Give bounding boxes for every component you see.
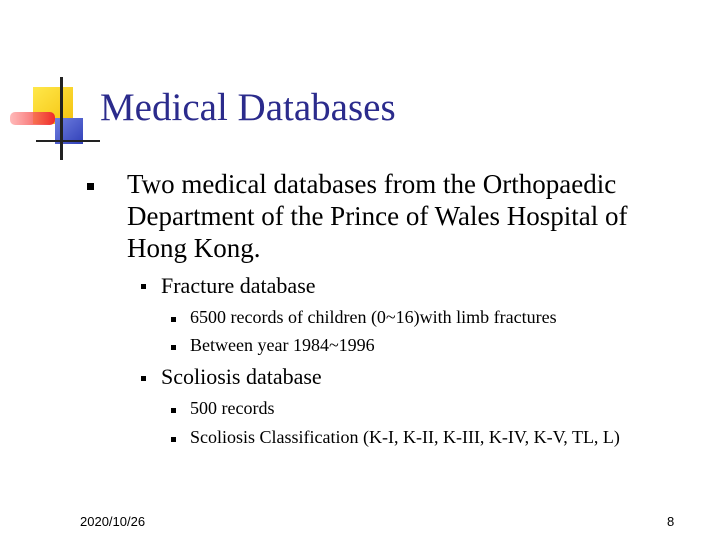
bullet-marker	[171, 345, 176, 350]
main-bullet-line: Two medical databases from the Orthopaedic	[127, 169, 617, 199]
bullet-marker	[171, 317, 176, 322]
fracture-item: 6500 records of children (0~16)with limb fractures	[190, 307, 557, 327]
fracture-item: Between year 1984~1996	[190, 335, 375, 355]
bullet-marker	[141, 284, 146, 289]
bullet-marker	[87, 183, 94, 190]
vertical-rule	[60, 77, 63, 160]
bullet-marker	[171, 437, 176, 442]
red-bar	[10, 112, 55, 125]
slide-title: Medical Databases	[100, 86, 396, 129]
main-bullet-line: Hong Kong.	[127, 233, 261, 263]
scoliosis-item: Scoliosis Classification (K-I, K-II, K-III, K-IV, K-V, TL, L)	[190, 427, 620, 447]
fracture-database-label: Fracture database	[161, 273, 316, 298]
title-decoration	[0, 0, 110, 170]
horizontal-rule	[36, 140, 100, 142]
scoliosis-database-label: Scoliosis database	[161, 364, 322, 389]
main-bullet-line: Department of the Prince of Wales Hospital of	[127, 201, 628, 231]
footer-date: 2020/10/26	[80, 514, 146, 529]
main-bullet-text	[127, 168, 627, 264]
bullet-marker	[141, 376, 146, 381]
scoliosis-item: 500 records	[190, 398, 275, 418]
page-number: 8	[667, 514, 675, 529]
bullet-marker	[171, 408, 176, 413]
